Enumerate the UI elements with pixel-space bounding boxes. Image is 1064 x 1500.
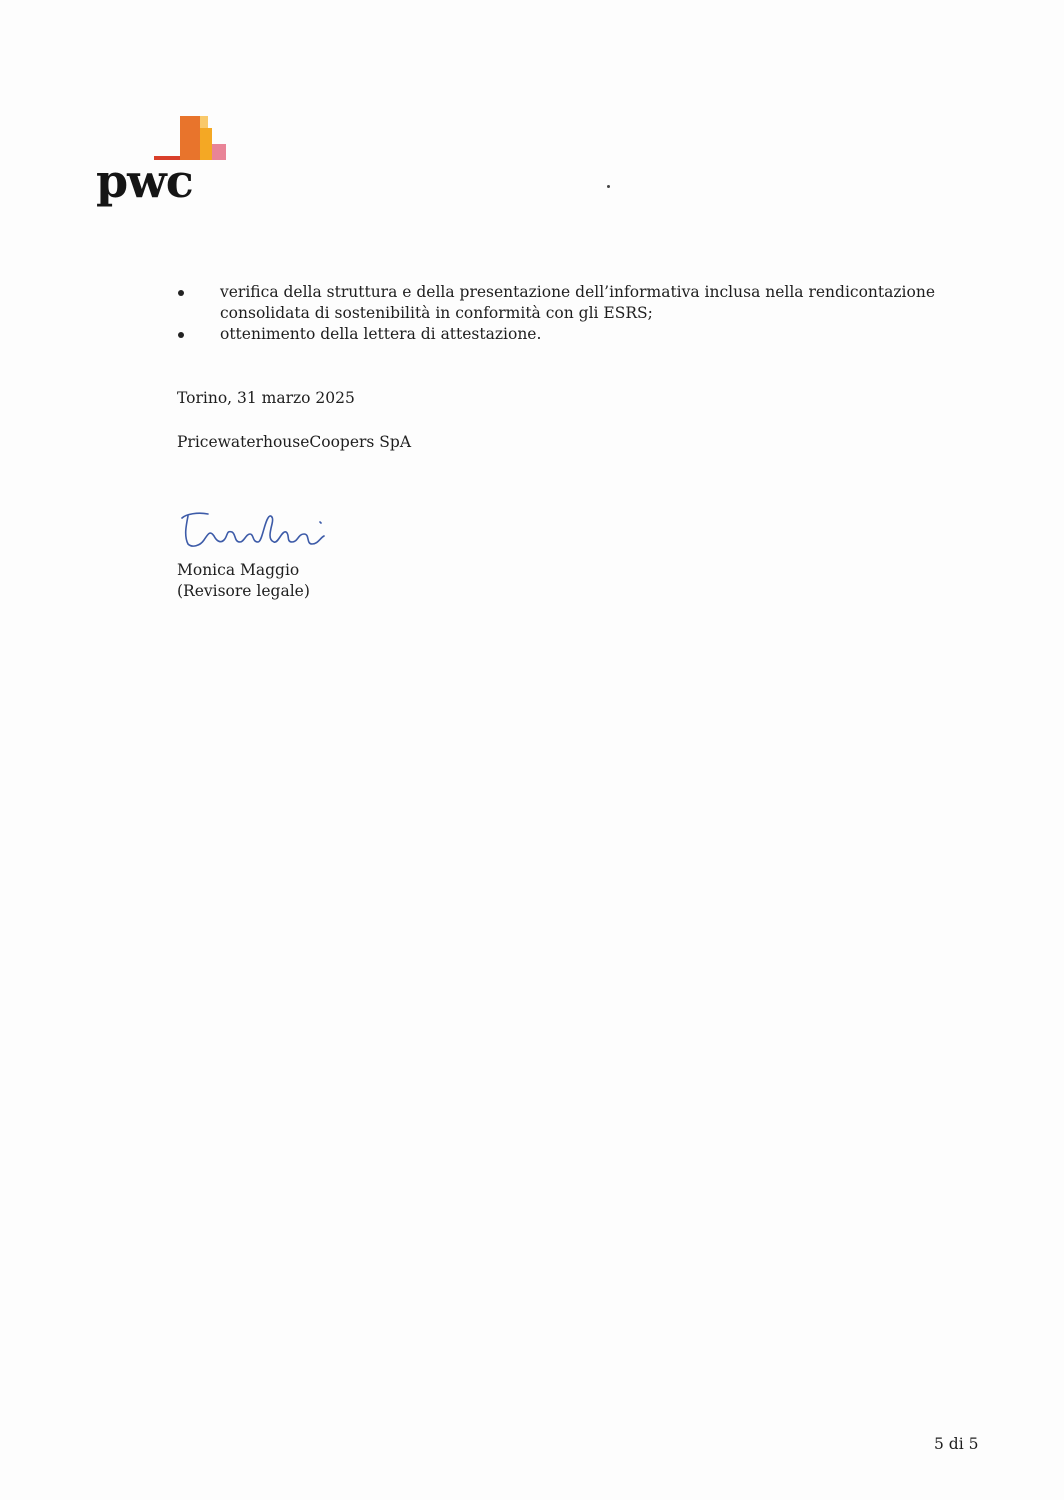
logo-block-gold — [200, 128, 212, 160]
place-date: Torino, 31 marzo 2025 — [177, 389, 355, 407]
handwritten-signature-icon — [174, 500, 334, 560]
list-item-text: ottenimento della lettera di attestazione. — [220, 325, 542, 343]
pwc-logo — [96, 110, 236, 220]
logo-block-yellow — [200, 116, 208, 128]
list-item — [174, 324, 954, 345]
bullet-icon — [178, 290, 184, 296]
logo-wordmark: pwc — [96, 154, 193, 208]
list-item — [174, 282, 954, 324]
scan-speck — [607, 185, 610, 188]
signer-name: Monica Maggio — [177, 561, 300, 579]
firm-name: PricewaterhouseCoopers SpA — [177, 433, 412, 451]
logo-block-rose — [212, 144, 226, 160]
bullet-icon — [178, 332, 184, 338]
signer-role: (Revisore legale) — [177, 582, 310, 600]
procedures-list — [174, 282, 954, 345]
list-item-text: verifica della struttura e della presentazione dell’informativa inclusa nella rendicontazione consolidata di sostenibilità in conformità con gli ESRS; — [220, 283, 935, 322]
page-number: 5 di 5 — [934, 1435, 979, 1453]
